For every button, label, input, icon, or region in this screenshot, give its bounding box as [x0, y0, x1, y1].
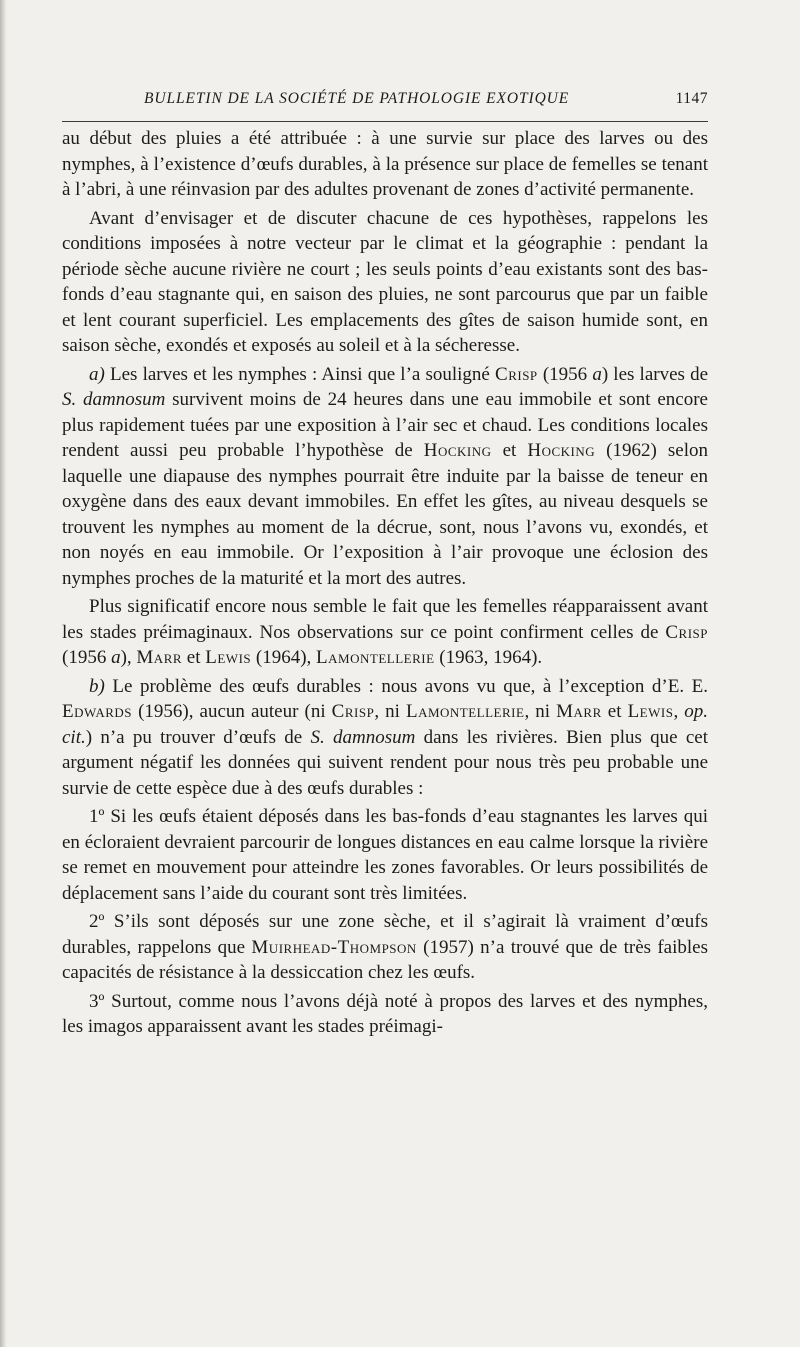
citation-suffix: a	[111, 647, 121, 668]
text-run: (1956	[62, 647, 112, 668]
text-run: Le problème des œufs durables : nous avons vu que, à l’exception d’E. E.	[104, 675, 708, 697]
author-name: Lamontellerie	[405, 701, 525, 722]
author-name: Lamontellerie	[316, 647, 435, 668]
body-text	[62, 126, 708, 1043]
species-name: S. damnosum	[310, 726, 416, 748]
author-name: Edwards	[62, 701, 133, 722]
text-run: ) les larves de	[601, 363, 709, 385]
paragraph-2: Avant d’envisager et de discuter chacune de ces hypothèses, rappelons les conditions imposées à notre vecteur par le climat et la géographie : pendant la période sèche aucune rivière ne court ; les seuls points d’eau existants sont des bas-fonds d’eau stagnante qui, en saison des pluies, ne sont parcourus que par un faible et lent courant superficiel. Les emplacements des gîtes de saison humide sont, en saison sèche, exondés et exposés au soleil et à la sécheresse.	[62, 207, 708, 356]
author-name: Marr	[556, 701, 602, 722]
species-name: S. damnosum	[62, 389, 166, 410]
text-run: et	[182, 647, 206, 668]
author-name: Hocking	[527, 440, 596, 461]
author-name: Crisp	[665, 621, 708, 643]
running-header	[62, 90, 708, 116]
text-run: (1963, 1964).	[434, 647, 543, 668]
text-run: dans les rivières. Bien plus que cet argument négatif les données qui suivent rendent pour nous très peu probable une survie de cette espèce due à des œufs durables :	[62, 726, 709, 799]
text-run: survivent moins de 24 heures dans une eau immobile et sont encore plus rapidement tuées par une exposition à l’air sec et chaud. Les conditions locales rendent aussi peu probable l’hypothèse de	[62, 389, 708, 461]
text-run: ),	[120, 647, 137, 668]
text-run: 2º S’ils sont déposés sur une zone sèche, et il s’agirait là vraiment d’œufs durables, rappelons que	[62, 911, 708, 958]
text-run: (1964),	[251, 647, 317, 668]
paragraph-7	[62, 909, 708, 986]
paragraph-6: 1º Si les œufs étaient déposés dans les bas-fonds d’eau stagnantes les larves qui en écloraient devraient parcourir de longues distances en eau calme lorsque la rivière se remet en mouvement pour atteindre les zones favorables. Or leurs possibilités de déplacement sans l’aide du courant sont très limitées.	[62, 806, 708, 904]
text-run: , ni	[374, 701, 406, 722]
text-run: (1962) selon laquelle une diapause des nymphes pourrait être induite par la baisse de teneur en oxygène dans des eaux devant immobiles. En effet les gîtes, au niveau desquels se trouvent les nymphes au moment de la décrue, sont, nous l’avons vu, exondés, et non noyés en eau immobile. Or l’exposition à l’air provoque une éclosion des nymphes proches de la maturité et la mort des autres.	[62, 440, 708, 589]
author-name: Crisp	[495, 363, 538, 385]
author-name: Muirhead-Thompson	[251, 936, 417, 958]
op-cit: op. cit.	[62, 701, 709, 748]
author-name: Lewis	[627, 701, 674, 722]
paragraph-1: au début des pluies a été attribuée : à une survie sur place des larves ou des nymphes, à l’existence d’œufs durables, à la présence sur place de femelles se tenant à l’abri, à une réinvasion par des adultes provenant de zones d’activité permanente.	[62, 128, 708, 200]
text-run: (1956	[537, 363, 593, 385]
text-run: et	[601, 701, 628, 722]
paragraph-5	[62, 674, 708, 802]
author-name: Lewis	[205, 647, 252, 668]
item-marker: b)	[89, 675, 105, 697]
text-run: ) n’a pu trouver d’œufs de	[85, 726, 311, 748]
text-run: (1956), aucun auteur (ni	[132, 701, 332, 722]
text-run: et	[491, 440, 528, 461]
text-run: Plus significatif encore nous semble le fait que les femelles réapparaissent avant les stades préimaginaux. Nos observations sur ce point confirment celles de	[62, 596, 708, 643]
text-run: ,	[673, 701, 685, 722]
paragraph-8: 3º Surtout, comme nous l’avons déjà noté à propos des larves et des nymphes, les imagos apparaissent avant les stades préimagi-	[62, 990, 708, 1037]
paragraph-3	[62, 362, 708, 592]
text-run: Les larves et les nymphes : Ainsi que l’a souligné	[104, 363, 496, 385]
page-number: 1147	[675, 90, 708, 107]
running-title: BULLETIN DE LA SOCIÉTÉ DE PATHOLOGIE EXOTIQUE	[144, 90, 570, 107]
item-marker: a)	[89, 363, 105, 385]
citation-suffix: a	[592, 363, 602, 385]
text-run: , ni	[524, 701, 557, 722]
paragraph-4	[62, 594, 708, 671]
text-run: (1957) n’a trouvé que de très faibles capacités de résistance à la dessiccation chez les œufs.	[62, 936, 708, 983]
author-name: Marr	[136, 647, 183, 668]
author-name: Hocking	[423, 440, 492, 461]
author-name: Crisp	[331, 701, 375, 722]
header-rule	[62, 121, 708, 122]
page-edge	[0, 0, 7, 1347]
